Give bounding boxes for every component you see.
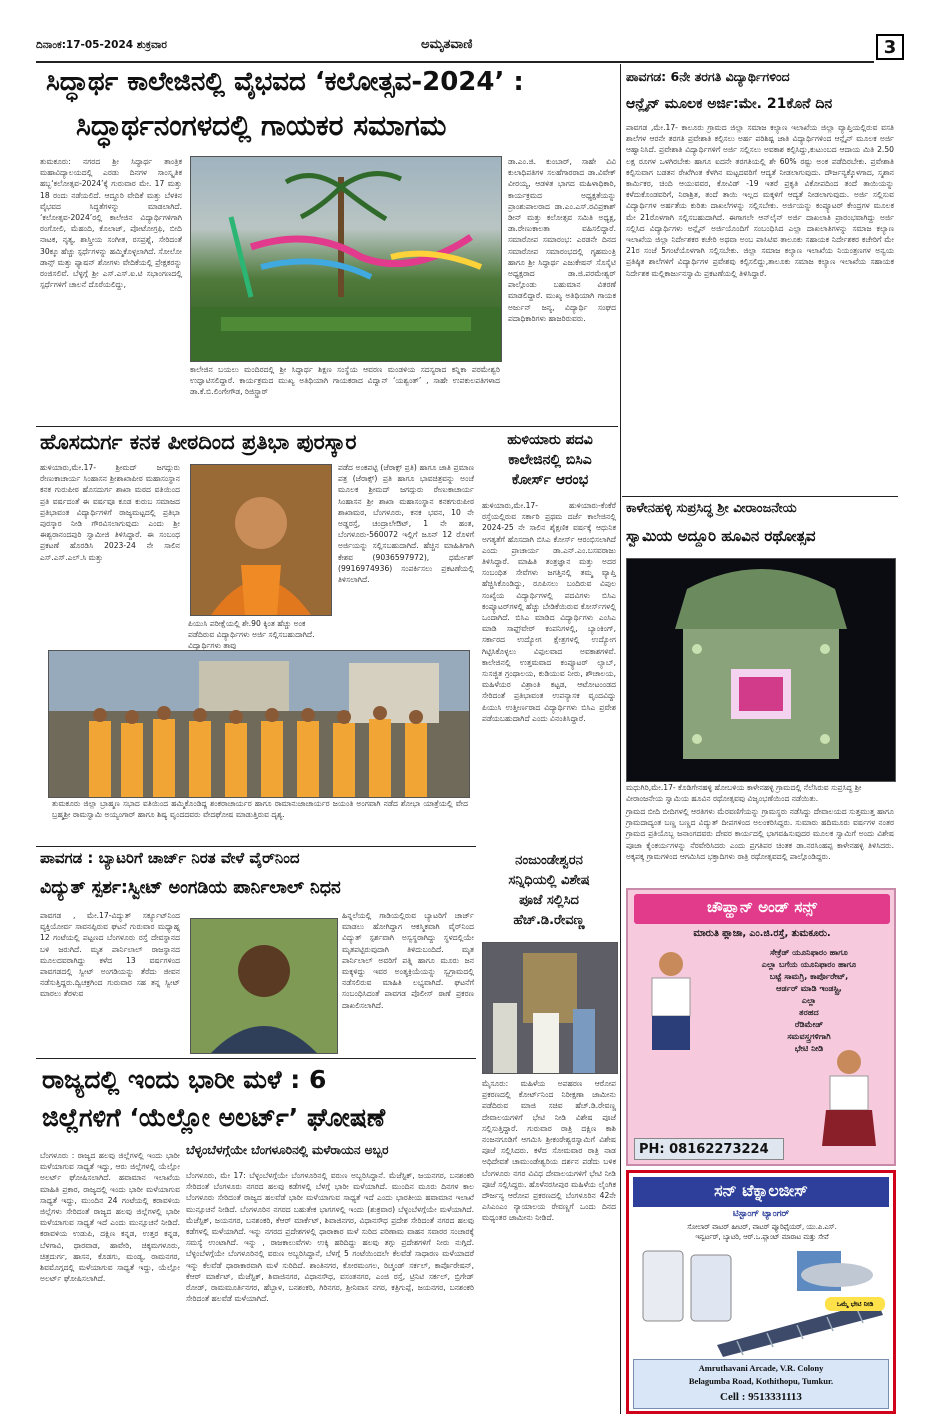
revanna-headline-3: ಪೂಜೆ ಸಲ್ಲಿಸಿದ bbox=[519, 893, 579, 908]
kalotsava-headline-1: ಸಿದ್ಧಾರ್ಥ ಕಾಲೇಜಿನಲ್ಲಿ ವೈಭವದ ‘ಕಲೋತ್ಸವ-2024’ : bbox=[46, 67, 524, 97]
ad1-line-5: ಎಲ್ಲಾ bbox=[801, 995, 817, 1005]
ad1-services bbox=[724, 946, 894, 1054]
hosadurga-headline: ಹೊಸದುರ್ಗ ಕನಕ ಪೀಠದಿಂದ ಪ್ರತಿಭಾ ಪುರಸ್ಕಾರ bbox=[40, 430, 357, 454]
ad1-line-7: ರೆಡಿಮೇಡ್ bbox=[794, 1019, 824, 1029]
uniform-girl-art bbox=[814, 1046, 884, 1156]
bca-headline-2: ಕಾಲೇಜಿನಲ್ಲಿ ಬಿಸಿಎ bbox=[508, 452, 592, 468]
rain-headline-2: ಜಿಲ್ಲೆಗಳಿಗೆ ‘ಯೆಲ್ಲೋ ಅಲರ್ಟ್’ ಘೋಷಣೆ bbox=[42, 1103, 386, 1132]
admission-kicker: ಪಾವಗಡ: 6ನೇ ತರಗತಿ ವಿದ್ಯಾರ್ಥಿಗಳಿಂದ bbox=[626, 69, 790, 84]
ad1-line-1: ಸೇಕ್ರೆಡ್ ಯೂನಿಫಾರಂ ಹಾಗೂ bbox=[770, 947, 848, 957]
hosadurga-col-1: ಹುಳಿಯಾರು,ಮೇ.17- ಶ್ರೀಮದ್ ಜಗದ್ಗುರು ರೇಣುಕಾಚಾರ್ಯ ಸಿಂಹಾಸನ ಶ್ರೀಶಾಖಾಪೀಠ ಮಹಾಸಂಸ್ಥಾನ ಕನಕ ಗುರುಪೀಠ ಹೊಸದುರ್ಗ ಶಾಖಾ ಮಠದ ವತಿಯಿಂದ ಪ್ರತಿ ವರ್ಷದಂತೆ ಈ ವರ್ಷವೂ ಕೂಡ ಕುರುಬ ಸಮಾಜದ ಪ್ರತಿಭಾವಂತ ವಿದ್ಯಾರ್ಥಿಗಳಿಗೆ ರಾಜ್ಯಮಟ್ಟದಲ್ಲಿ ಪ್ರತಿಭಾ ಪುರಸ್ಕಾರ ನೀಡಿ ಗೌರವಿಸಲಾಗುವುದು ಎಂದು ಶ್ರೀ ಈಶ್ವರಾನಂದಪುರಿ ಸ್ವಾಮೀಜಿ ತಿಳಿಸಿದ್ದಾರೆ. ಈ ಸಂಬಂಧ ಪ್ರಕಟಣೆ ಹೊರಡಿಸಿ 2023-24 ನೇ ಸಾಲಿನ ಎಸ್.ಎಸ್.ಎಲ್.ಸಿ ಮತ್ತು bbox=[40, 463, 180, 562]
masthead-rule bbox=[36, 61, 874, 63]
ad1-phone[interactable]: PH: 08162273224 bbox=[634, 1138, 784, 1160]
rathotsava-body: ಗ್ರಾಮದ ಬೀದಿ ಬೀದಿಗಳಲ್ಲಿ ಆರತಿಗಳು ಮೆರವಣಿಗೆಯನ್ನು ಗ್ರಾಮಸ್ಥರು ನಡೆಸಿದ್ದು ದೇವಾಲಯದ ಸುತ್ತಮುತ್ತ ಹಾಗೂ ಗ್ರಾಮದಾದ್ಯಂತ ಬಣ್ಣ ಬಣ್ಣದ ವಿದ್ಯುತ್ ದೀಪಗಳಿಂದ ಅಲಂಕರಿಸಿದ್ದರು. ಸುಮಾರು ಹದಿಮೂರು ವರ್ಷಗಳ ನಂತರ ಗ್ರಾಮದ ಪ್ರತಿಯೊಬ್ಬ ಜನಾಂಗದವರು ದೇವರ ಕಾರ್ಯದಲ್ಲಿ ಭಾಗವಹಿಸುವುದರ ಮೂಲಕ ಸ್ವಾಮಿಗೆ ಅಂದು ವಿಶೇಷ ಪೂಜಾ ಕೈಂಕರ್ಯಗಳನ್ನು ನೆರವೇರಿಸಿದರು ಎಂದು ಪ್ರಗತಿಪರ ಚಿಂತಕ ಡಾ.ನರಸಿಂಹಪ್ಪ ಕಾಳೇನಹಳ್ಳಿ ತಿಳಿಸಿದರು. ಅಕ್ಕಪಕ್ಕ ಗ್ರಾಮಗಳಿಂದ ಆಗಮಿಸಿದ ಭಕ್ತಾದಿಗಳು ರಾತ್ರಿ ರಥೋತ್ಸವದಲ್ಲಿ ಪಾಲ್ಗೊಂಡಿದ್ದರು. bbox=[626, 807, 894, 861]
article-rain-alert bbox=[36, 1060, 476, 1416]
ad2-phone[interactable]: Cell : 9513331113 bbox=[720, 1391, 802, 1403]
ad2-services-2: ಇನ್ವರ್ಟರ್, ಬ್ಯಾಟರಿ, ಆರ್.ಒ.ಪ್ಲಾಂಟ್ ಮಾರಾಟ ಮತ್ತು ಸೇವೆ bbox=[695, 1233, 829, 1241]
ad1-uniform-boy-image bbox=[636, 948, 706, 1058]
ad1-line-4: ಆರ್ಡರ್ ಮಾಡಿ ಇಂಡಸ್ಟ್ರಿ, bbox=[776, 983, 842, 993]
ad2-address-2: Belagumba Road, Kothithopu, Tumkur. bbox=[688, 1376, 834, 1386]
ad1-line-3: ಬಟ್ಟೆ ಸಾಮಗ್ರಿ, ಕಾರ್ಪೊರೇಟ್, bbox=[769, 971, 849, 981]
article-pavagada-electrocution bbox=[36, 848, 476, 1056]
article-kalotsava bbox=[36, 64, 618, 424]
portrait-photo-art bbox=[191, 919, 337, 1053]
ad1-line-2: ಎಲ್ಲಾ ಬಗೆಯ ಯೂನಿಫಾರಂ ಹಾಗೂ bbox=[761, 959, 857, 969]
rathotsava-headline-2: ಸ್ವಾಮಿಯ ಅದ್ದೂರಿ ಹೂವಿನ ರಥೋತ್ಸವ bbox=[626, 527, 816, 545]
kalotsava-headline-2: ಸಿದ್ಧಾರ್ಥನಂಗಳದಲ್ಲಿ ಗಾಯಕರ ಸಮಾಗಮ bbox=[76, 109, 447, 142]
revanna-headline-4: ಹೆಚ್.ಡಿ.ರೇವಣ್ಣ bbox=[513, 913, 585, 928]
ad1-shop-name: ಚೌಪ್ಹಾನ್ ಅಂಡ್ ಸನ್ಸ್ bbox=[706, 898, 818, 916]
electrocution-headline: ವಿದ್ಯುತ್ ಸ್ಪರ್ಶ:ಸ್ವೀಟ್ ಅಂಗಡಿಯ ಪಾರ್ನಿಲಾಲ್ ನಿಧನ bbox=[40, 878, 341, 898]
ad2-services-1: ಸೋಲಾರ್ ವಾಟರ್ ಹೀಟರ್, ವಾಟರ್ ಪ್ಯೂರಿಫೈಯರ್, ಯು.ಪಿ.ಎಸ್. bbox=[687, 1223, 837, 1231]
ad2-subtitle: ಟಿಸ್ಟಾಂಗ್ ಟ್ಯಾಂಗರ್ bbox=[732, 1209, 790, 1219]
hosadurga-col-2: ಪಡೆದ ಅಂಕಪಟ್ಟಿ (ಜೆರಾಕ್ಸ್ ಪ್ರತಿ) ಹಾಗೂ ಜಾತಿ ಪ್ರಮಾಣ ಪತ್ರ (ಜೆರಾಕ್ಸ್) ಪ್ರತಿ ಹಾಗೂ ಭಾವಚಿತ್ರವನ್ನು ಅಂಚೆ ಮೂಲಕ ಶ್ರೀಮದ್ ಜಗದ್ಗುರು ರೇಣುಕಾಚಾರ್ಯ ಸಿಂಹಾಸನ ಶ್ರೀ ಶಾಖಾ ಮಹಾಸಂಸ್ಥಾನ ಕನಕಗುರುಪೀಠ ಶಾಖಾಮಠ, ಬೆಂಗಳೂರು, ಕನಕ ಭವನ, 10 ನೇ ಅಡ್ಡರಸ್ತೆ, ಚಂದ್ರಾಲೇಔಟ್, 1 ನೇ ಹಂತ, ಬೆಂಗಳೂರು-560072 ಇಲ್ಲಿಗೆ ಜೂನ್ 12 ರೊಳಗೆ ಅರ್ಜಿಯನ್ನು ಸಲ್ಲಿಸಬಹುದಾಗಿದೆ. ಹೆಚ್ಚಿನ ಮಾಹಿತಿಗಾಗಿ ಕೇಶವ (9036597972), ಧರ್ಮೇಶ್ (9916974936) ಸಂಪರ್ಕಿಸಲು ಪ್ರಕಟಣೆಯಲ್ಲಿ ತಿಳಿಸಲಾಗಿದೆ. bbox=[338, 463, 474, 585]
ad1-line-8: ಸಮವಸ್ತ್ರಗಳಿಗಾಗಿ bbox=[787, 1031, 831, 1041]
ad-chauhan-sons[interactable] bbox=[626, 888, 896, 1166]
article-huliyar-bca bbox=[478, 428, 618, 846]
ad1-line-9: ಭೇಟಿ ನೀಡಿ bbox=[794, 1043, 824, 1053]
divider-2 bbox=[36, 846, 476, 847]
procession-photo-caption: ತುಮಕೂರು ಜಿಲ್ಲಾ ಬ್ರಾಹ್ಮಣ ಸಭಾದ ವತಿಯಿಂದ ಹಮ್ಮಿಕೊಂಡಿದ್ದ ಶಂಕರಾಚಾರ್ಯರ ಹಾಗೂ ರಾಮಾನುಜಾಚಾರ್ಯರ ಜಯಂತಿ ಅಂಗವಾಗಿ ನಡೆದ ಶೋಭಾ ಯಾತ್ರೆಯಲ್ಲಿ ವೇದ ಬ್ರಹ್ಮಶ್ರೀ ರಾಮಸ್ವಾಮಿ ಅಯ್ಯಂಗಾರ್ ಹಾಗೂ ಶಿಷ್ಯ ವೃಂದದವರು ವೇದಘೋಷ ಮಾಡುತ್ತಿರುವ ದೃಶ್ಯ. bbox=[52, 799, 468, 819]
article-revanna bbox=[478, 848, 618, 1414]
revanna-headline-1: ನಂಜುಂಡೇಶ್ವರನ bbox=[515, 853, 583, 868]
masthead-date: ದಿನಾಂಕ:17-05-2024 ಶುಕ್ರವಾರ bbox=[36, 39, 167, 51]
article-kalenahalli-rathotsava bbox=[622, 498, 898, 808]
revanna-body: ಮೈಸೂರು: ಮಹಿಳೆಯ ಅಪಹರಣ ಆರೋಪ ಪ್ರಕರಣದಲ್ಲಿ ಕೋರ್ಟ್‌ನಿಂದ ನಿರೀಕ್ಷಣಾ ಜಾಮೀನು ಪಡೆದಿರುವ ಮಾಜಿ ಸಚಿವ ಹೆಚ್.ಡಿ.ರೇವಣ್ಣ ದೇವಾಲಯಗಳಿಗೆ ಭೇಟಿ ನೀಡಿ ವಿಶೇಷ ಪೂಜೆ ಸಲ್ಲಿಸುತ್ತಿದ್ದಾರೆ. ಗುರುವಾರ ರಾತ್ರಿ ದಕ್ಷಿಣ ಕಾಶಿ ನಂಜನಗೂಡಿಗೆ ಆಗಮಿಸಿ ಶ್ರೀಕಂಠೇಶ್ವರಸ್ವಾಮಿಗೆ ವಿಶೇಷ ಪೂಜೆ ಸಲ್ಲಿಸಿದರು. ಕಳೆದ ಸೋಮವಾರ ರಾತ್ರಿ ನಾಡ ಅಧಿದೇವತೆ ಚಾಮುಂಡೇಶ್ವರಿಯ ದರ್ಶನ ಪಡೆದು ಬಳಿಕ ಬೆಂಗಳೂರು ನಗರ ವಿವಿಧ ದೇವಾಲಯಗಳಿಗೆ ಭೇಟಿ ನೀಡಿ ಪೂಜೆ ಸಲ್ಲಿಸಿದ್ದರು. ಹೊಳೆನರಸೀಪುರ ಮಹಿಳೆಯ ಲೈಂಗಿಕ ದೌರ್ಜನ್ಯ ಆರೋಪ ಪ್ರಕರಣದಲ್ಲಿ ಬೆಂಗಳೂರಿನ 42ನೇ ಎಸಿಎಂಎಂ ನ್ಯಾಯಾಲಯ ರೇವಣ್ಣಗೆ ಒಂದು ದಿನದ ಮಧ್ಯಂತರ ಜಾಮೀನು ನೀಡಿದೆ. bbox=[482, 1079, 616, 1223]
temple-visit-photo bbox=[482, 942, 618, 1074]
page-number: 3 bbox=[876, 34, 904, 60]
ad2-company-name: ಸನ್ ಟೆಕ್ನಾಲಜೀಸ್ bbox=[714, 1181, 808, 1200]
divider-1 bbox=[36, 426, 618, 427]
electrocution-col-2: ಹಿನ್ನಲೆಯಲ್ಲಿ ಗಾಡಿಯಲ್ಲಿರುವ ಬ್ಯಾಟರಿಗೆ ಚಾರ್ಜ್ ಮಾಡಲು ಹೋಗಿದ್ದಾಗ ಆಕಸ್ಮಿಕವಾಗಿ ವೈರ್‌ನಿಂದ ವಿದ್ಯುತ್ ಸ್ಪರ್ಶವಾಗಿ ಅಸ್ವಸ್ಥರಾಗಿದ್ದು ಸ್ಥಳದಲ್ಲಿಯೇ ಮೃತಪಟ್ಟಿರುವುದಾಗಿ ತಿಳಿದುಬಂದಿದೆ. ಮೃತ ಪಾರ್ನಿಲಾಲ್ ಅವರಿಗೆ ಪತ್ನಿ ಹಾಗೂ ಮೂರು ಜನ ಮಕ್ಕಳಿದ್ದು ಇವರ ಅಂತ್ಯಕ್ರಿಯೆಯನ್ನು ಸ್ವಗ್ರಾಮದಲ್ಲಿ ನಡೆಸಲಿರುವ ಮಾಹಿತಿ ಲಭ್ಯವಾಗಿದೆ. ಘಟನೆಗೆ ಸಂಬಂಧಿಸಿದಂತೆ ಪಾವಗಡ ಪೊಲೀಸ್ ಠಾಣೆ ಪ್ರಕರಣ ದಾಖಲಿಸಲಾಗಿದೆ. bbox=[342, 911, 474, 1010]
rain-col-2: ಬೆಂಗಳೂರು, ಮೇ 17: ಬೆಳ್ಳಂಬೆಳಗ್ಗೆಯೇ ಬೆಂಗಳೂರಿನಲ್ಲಿ ವರುಣ ಅಬ್ಬರಿಸಿದ್ದಾನೆ. ಮೆಜೆಸ್ಟಿಕ್, ಜಯನಗರ, ಬನಶಂಕರಿ ಸೇರಿದಂತೆ ಬೆಂಗಳೂರು ನಗರದ ಹಲವು ಕಡೆಗಳಲ್ಲಿ ಬೆಳಗ್ಗೆ ಭಾರೀ ಮಳೆಯಾಗಿದೆ. ಮುಂದಿನ ಮೂರು ದಿನಗಳ ಕಾಲ ಬೆಂಗಳೂರು ಸೇರಿದಂತೆ ರಾಜ್ಯದ ಹಲವೆಡೆ ಭಾರೀ ಮಳೆಯಾಗುವ ಸಾಧ್ಯತೆ ಇದೆ ಎಂದು ಭಾರತೀಯ ಹವಾಮಾನ ಇಲಾಖೆ ಮುನ್ಸೂಚನೆ ನೀಡಿದೆ. ಬೆಂಗಳೂರಿನ ನಗರದ ಬಹುತೇಕ ಭಾಗಗಳಲ್ಲಿ ಇಂದು (ಶುಕ್ರವಾರ) ಬೆಳ್ಳಂಬೆಳಗ್ಗೆಯೇ ಮಳೆಯಾಗಿದೆ. ಮೆಜೆಸ್ಟಿಕ್, ಜಯನಗರ, ಬನಶಂಕರಿ, ಕೆಆರ್ ಮಾರ್ಕೆಟ್, ಶಿವಾಜಿನಗರ, ವಿಧಾನಸೌಧ ಪ್ರದೇಶ ಸೇರಿದಂತೆ ನಗರದ ಹಲವು ಕಡೆಗಳಲ್ಲಿ ಮಳೆಯಾಗಿದೆ. ಇನ್ನು ನಗರದ ಪ್ರದೇಶಗಳಲ್ಲಿ ಧಾರಾಕಾರ ಮಳೆ ಸುರಿದ ಪರಿಣಾಮ ವಾಹನ ಸವಾರರ ಸಂಚಾರಕ್ಕೆ ಸಮಸ್ಯೆ ಉಂಟಾಗಿದೆ. ಇನ್ನು , ರಾಜಕಾಲುವೆಗಳು ಉಕ್ಕಿ ಹರಿದಿದ್ದು ಹಲವು ತಗ್ಗು ಪ್ರದೇಶಗಳಿಗೆ ನೀರು ನುಗ್ಗಿದೆ. ಬೆಳ್ಳಂಬೆಳಗ್ಗೆಯೇ ಬೆಂಗಳೂರಿನಲ್ಲಿ ವರುಣ ಅಬ್ಬರಿಸಿದ್ದಾನೆ, ಬೆಳಗ್ಗೆ 5 ಗಂಟೆಯಿಂದಲೇ ಕೆಲವೆಡೆ ಸಾಧಾರಣ ಮಳೆಯಾದರೆ ಇನ್ನು ಕೆಲವೆಡೆ ಧಾರಾಕಾರವಾಗಿ ಮಳೆ ಸುರಿದಿದೆ. ಶಾಂತಿನಗರ, ಕೋರಮಂಗಲ, ರಿಚ್ಮಂಡ್ ಸರ್ಕಲ್, ಕಾರ್ಪೊರೇಷನ್, ಕೆಆರ್ ಮಾರ್ಕೆಟ್, ಮೆಜೆಸ್ಟಿಕ್, ಶಿವಾಜಿನಗರ, ವಿಧಾನಸೌಧ, ವಸಂತನಗರ, ಎಂಜಿ ರಸ್ತೆ, ಟ್ರಿನಿಟಿ ಸರ್ಕಲ್, ಬ್ರಿಗೇಡ್ ರೋಡ್, ರಾಮಮೂರ್ತಿನಗರ, ಹೆಬ್ಬಾಳ, ಬನಶಂಕರಿ, ಗಿರಿನಗರ, ಶ್ರೀನಿವಾಸ ನಗರ, ಕತ್ರಿಗುಪ್ಪೆ, ಜಯನಗರ, ಬನಶಂಕರಿ ಸೇರಿದಂತೆ ಹಲವೆಡೆ ಮಳೆಯಾಗಿದೆ. bbox=[186, 1171, 474, 1304]
revanna-headline-2: ಸನ್ನಿಧಿಯಲ್ಲಿ ವಿಶೇಷ bbox=[508, 873, 590, 888]
procession-photo-art bbox=[49, 651, 469, 797]
masthead-paper-name: ಅಮೃತವಾಣಿ bbox=[421, 37, 473, 52]
chariot-photo-art bbox=[627, 559, 895, 781]
hosadurga-photo-caption: ಪಿಯುಸಿ ಪರೀಕ್ಷೆಯಲ್ಲಿ ಶೇ.90 ಕ್ಕಿಂತ ಹೆಚ್ಚು ಅಂಕ ಪಡೆದಿರುವ ವಿದ್ಯಾರ್ಥಿಗಳು ಅರ್ಜಿ ಸಲ್ಲಿಸಬಹುದಾಗಿದೆ. ವಿದ್ಯಾರ್ಥಿಗಳು ತಾವು bbox=[188, 619, 315, 650]
swamiji-photo-art bbox=[191, 465, 331, 615]
ad2-address-1: Amruthavani Arcade, V.R. Colony bbox=[698, 1363, 824, 1373]
rain-col-1: ಬೆಂಗಳೂರು : ರಾಜ್ಯದ ಹಲವು ಜಿಲ್ಲೆಗಳಲ್ಲಿ ಇಂದು ಭಾರೀ ಮಳೆಯಾಗುವ ಸಾಧ್ಯತೆ ಇದ್ದು, ಆರು ಜಿಲ್ಲೆಗಳಲ್ಲಿ ಯೆಲ್ಲೋ ಅಲರ್ಟ್ ಘೋಷಿಸಲಾಗಿದೆ. ಹವಾಮಾನ ಇಲಾಖೆಯ ಮಾಹಿತಿ ಪ್ರಕಾರ, ರಾಜ್ಯದಲ್ಲಿ ಇಂದು ಭಾರೀ ಮಳೆಯಾಗುವ ಸಾಧ್ಯತೆ ಇದ್ದು, ಮುಂದಿನ 24 ಗಂಟೆಯಲ್ಲಿ ಕರಾವಳಿಯ ಜಿಲ್ಲೆಗಳು ಸೇರಿದಂತೆ ರಾಜ್ಯದ ಹಲವು ಜಿಲ್ಲೆಗಳಲ್ಲಿ ಭಾರೀ ಮಳೆಯಾಗುವ ಸಾಧ್ಯತೆ ಇದೆ ಎಂದು ಮುನ್ಸೂಚನೆ ನೀಡಿದೆ. ಕರಾವಳಿಯ ಉಡುಪಿ, ದಕ್ಷಿಣ ಕನ್ನಡ, ಉತ್ತರ ಕನ್ನಡ, ಬೆಳಗಾವಿ, ಧಾರವಾಡ, ಹಾವೇರಿ, ಚಿಕ್ಕಮಗಳೂರು, ಚಿತ್ರದುರ್ಗ, ಹಾಸನ, ಕೊಡಗು, ಮಂಡ್ಯ, ರಾಮನಗರ, ಶಿವಮೊಗ್ಗದಲ್ಲಿ ಮಳೆಯಾಗುವ ಸಾಧ್ಯತೆ ಇದ್ದು, ಯೆಲ್ಲೋ ಅಲರ್ಟ್ ಘೋಷಿಸಲಾಗಿದೆ. bbox=[40, 1151, 180, 1284]
ad-sun-technologies[interactable] bbox=[626, 1170, 896, 1414]
temple-photo-art bbox=[483, 943, 617, 1073]
ad1-uniform-girl-image bbox=[814, 1046, 884, 1156]
flower-chariot-photo bbox=[626, 558, 896, 782]
rathotsava-headline-1: ಕಾಳೇನಹಳ್ಳಿ ಸುಪ್ರಸಿದ್ಧ ಶ್ರೀ ವೀರಾಂಜನೇಯ bbox=[626, 501, 797, 516]
ad1-address: ಮಾರುತಿ ಪ್ಲಾಜಾ, ಎಂ.ಜಿ.ರಸ್ತೆ, ತುಮಕೂರು. bbox=[693, 928, 831, 939]
electrocution-col-1: ಪಾವಗಡ , ಮೇ.17-ವಿದ್ಯುತ್ ಸರ್ಕ್ಯೂಟ್‌ನಿಂದ ವ್ಯಕ್ತಿಯೋರ್ವ ಸಾವನಪ್ಪಿರುವ ಘಟನೆ ಗುರುವಾರ ಮಧ್ಯಾಹ್ನ 12 ಗಂಟೆಯಲ್ಲಿ ಪಟ್ಟಣದ ಬೆಂಗಳೂರು ರಸ್ತೆ ದೇವಸ್ಥಾನದ ಬಳಿ ಜರುಗಿದೆ. ಮೃತ ಪಾರ್ನಿಲಾಲ್ ರಾಜಸ್ಥಾನದ ಮೂಲದವರಾಗಿದ್ದು ಕಳೆದ 13 ವರ್ಷಗಳಿಂದ ಪಾವಗಡದಲ್ಲಿ ಸ್ವೀಟ್ ಅಂಗಡಿಯನ್ನು ತೆರೆದು ಜೀವನ ನಡೆಸುತ್ತಿದ್ದರು.ದ್ವಿಚಕ್ರಗಿಂದ ಗುರುವಾರ ಸಹ ತನ್ನ ಸ್ವೀಟ್ ಮಾರಲು ತೆರಳುವ bbox=[40, 911, 180, 999]
right-column-border bbox=[620, 64, 621, 1414]
bca-headline-3: ಕೋರ್ಸ್ ಆರಂಭ bbox=[511, 472, 589, 488]
swamiji-portrait bbox=[190, 464, 332, 616]
rain-subheadline: ಬೆಳ್ಳಂಬೆಳಗ್ಗೆಯೇ ಬೆಂಗಳೂರಿನಲ್ಲಿ ಮಳೆರಾಯನ ಅಬ್ಬರ bbox=[186, 1143, 389, 1157]
admission-headline: ಆನ್ಲೈನ್ ಮೂಲಕ ಅರ್ಜಿ:ಮೇ. 21ಕೊನೆ ದಿನ bbox=[626, 96, 833, 112]
rain-headline-1: ರಾಜ್ಯದಲ್ಲಿ ಇಂದು ಭಾರೀ ಮಳೆ : 6 bbox=[42, 1065, 327, 1094]
rathotsava-photo-caption: ಮಧುಗಿರಿ,ಮೇ.17- ಕೊಡಿಗೇನಹಳ್ಳಿ ಹೋಬಳಿಯ ಕಾಳೇನಹಳ್ಳಿ ಗ್ರಾಮದಲ್ಲಿ ನೆಲೆಸಿರುವ ಸುಪ್ರಸಿದ್ಧ ಶ್ರೀ ವೀರಾಂಜನೇಯ ಸ್ವಾಮಿಯ ಹೂವಿನ ರಥೋತ್ಸವವು ವಿಜೃಂಭಣೆಯಿಂದ ನಡೆಯಿತು. bbox=[626, 783, 862, 803]
uniform-boy-art bbox=[636, 948, 706, 1058]
article-pavagada-admission bbox=[622, 64, 898, 494]
kalotsava-photo-caption: ಕಾಲೇಜಿನ ಬಯಲು ಮಂದಿರದಲ್ಲಿ ಶ್ರೀ ಸಿದ್ಧಾರ್ಥ ಶಿಕ್ಷಣ ಸಂಸ್ಥೆಯ ಆವರಣ ಮಂಡಳಿಯ ಸದಸ್ಯರಾದ ಕನ್ನಿಕಾ ಪರಮೇಶ್ವರಿ ಉದ್ಘಾಟಿಸಲಿದ್ದಾರೆ. ಕಾರ್ಯಕ್ರಮದ ಮುಖ್ಯ ಅತಿಥಿಯಾಗಿ ಗಾಯಕರಾದ ವಿದ್ವಾನ್ ‘ಯಶ್ವಂತ್’ , ಸಾಹೇ ಉಪಕುಲಪತಿಗಳಾದ ಡಾ.ಕೆ.ಬಿ.ಲಿಂಗೇಗೌಡ, ರಿಜಿಸ್ಟ್ರಾರ್ bbox=[190, 365, 500, 396]
priests-procession-photo bbox=[48, 650, 470, 798]
divider-4 bbox=[622, 496, 898, 497]
divider-3 bbox=[36, 1058, 476, 1059]
bca-body: ಹುಳಿಯಾರು,ಮೇ.17- ಹುಳಿಯಾರು-ಕೆಂಕೆರೆ ರಸ್ತೆಯಲ್ಲಿರುವ ಸರ್ಕಾರಿ ಪ್ರಥಮ ದರ್ಜೆ ಕಾಲೇಜಿನಲ್ಲಿ 2024-25 ನೇ ಸಾಲಿನ ಶೈಕ್ಷಣಿಕ ವರ್ಷಕ್ಕೆ ಆಧುನಿಕ ಅಗತ್ಯತೆಗೆ ಹೊಸದಾಗಿ ಬಿಸಿಎ ಕೋರ್ಸ್ ಆರಂಭಿಸಲಾಗಿದೆ ಎಂದು ಪ್ರಾಚಾರ್ಯ ಡಾ.ಎನ್.ಎಂ.ಬಸವರಾಜು ತಿಳಿಸಿದ್ದಾರೆ. ಮಾಹಿತಿ ತಂತ್ರಜ್ಞಾನ ಮತ್ತು ಅದರ ಸಂಬಂಧಿತ ಸೇವೆಗಳು ಜಗತ್ತಿನಲ್ಲಿ ತಮ್ಮ ವ್ಯಾಪ್ತಿ ಹೆಚ್ಚಿಸಿಕೊಂಡಿದ್ದು, ರೂಪಿಸಲು ಬಂದಿರುವ ವಿಪುಲ ಸಂಖ್ಯೆಯ ವಿದ್ಯಾರ್ಥಿಗಳಲ್ಲಿ ಪದವಿಗಳು ಬಿಸಿಎ ಕಂಪ್ಯೂಟರ್‌ಗಳಲ್ಲಿ ಹೆಚ್ಚು ಬೇಡಿಕೆಯಿರುವ ಕೋರ್ಸ್‌ಗಳಲ್ಲಿ ಒಂದಾಗಿದೆ. ಬಿಸಿಎ ಮಾಡಿದ ವಿದ್ಯಾರ್ಥಿಗಳು ಎಂಸಿಎ ಮಾಡಿ ಸಾಫ್ಟ್‌ವೇರ್ ಕಂಪನಿಗಳಲ್ಲಿ, ಬ್ಯಾಂಕಿಂಗ್, ಸರ್ಕಾರದ ಉದ್ಯೋಗ ಕ್ಷೇತ್ರಗಳಲ್ಲಿ ಉದ್ಯೋಗ ಗಿಟ್ಟಿಸಿಕೊಳ್ಳಲು ವಿಫುಲವಾದ ಅವಕಾಶಗಳಿವೆ. ಕಾಲೇಜಿನಲ್ಲಿ ಉತ್ತಮವಾದ ಕಂಪ್ಯೂಟರ್ ಲ್ಯಾಬ್, ಸುಸಜ್ಜಿತ ಗ್ರಂಥಾಲಯ, ಕುಡಿಯುವ ನೀರು, ಶೌಚಾಲಯ, ಮಹಿಳೆಯರ ವಿಶ್ರಾಂತಿ ಕಟ್ಟಡ, ಆಟೋಟಂಂಡದ ಸೇರಿದಂತೆ ಪ್ರತಿಭಾವಂತ ಉಪನ್ಯಾಸಕ ವೃಂದವಿದ್ದು ಪಿಯುಸಿ ಉತ್ತೀರ್ಣರಾದ ವಿದ್ಯಾರ್ಥಿಗಳು ಬಿಸಿಎ ಪ್ರವೇಶ ಪಡೆಯಬಹುದಾಗಿದೆ ಎಂದು ವಿನಂತಿಸಿದ್ದಾರೆ. bbox=[482, 501, 616, 723]
masthead bbox=[36, 36, 904, 60]
ad1-line-6: ತರಹದ bbox=[799, 1007, 819, 1017]
admission-body: ಪಾವಗಡ ,ಮೇ.17- ಕಾಲೂರು ಗ್ರಾಮದ ಜಿಲ್ಲಾ ಸಮಾಜ ಕಲ್ಯಾಣ ಇಲಾಖೆಯ ಜಿಲ್ಲಾ ವ್ಯಾಪ್ತಿಯಲ್ಲಿರುವ ವಸತಿ ಶಾಲೆಗಳ ಆರನೇ ತರಗತಿ ಪ್ರವೇಶಾತಿ ಕಲ್ಪಿಸಲು ಅರ್ಹ ಪರಿಶಿಷ್ಟ ಜಾತಿ ವಿದ್ಯಾರ್ಥಿಗಳಿಂದ ಆನ್ಲೈನ್ ಮೂಲಕ ಅರ್ಜಿ ಆಹ್ವಾನಿಸಿದೆ. ಪ್ರವೇಶಾತಿ ವಿದ್ಯಾರ್ಥಿಗಳಿಗೆ ಅರ್ಜಿ ಸಲ್ಲಿಸಲು ಅವಕಾಶ ಕಲ್ಪಿಸಿದ್ದು,ಕುಟುಂಬದ ಆದಾಯ ಮಿತಿ 2.50 ಲಕ್ಷ ರೂಗಳ ಒಳಗಿರಬೇಕು ಹಾಗೂ ಐದನೇ ತರಗತಿಯಲ್ಲಿ ಶೇ 60% ರಷ್ಟು ಅಂಕ ಪಡೆದಿರಬೇಕು. ಪ್ರವೇಶಾತಿ ಕಲ್ಪಿಸುವಾಗ ಬಡತನ ರೇಖೆಗಿಂತ ಕೆಳಗಿನ ಮಟ್ಟದವರಿಗೆ ಆದ್ಯತೆ ನೀಡಲಾಗುವುದು. ದೌರ್ಜನ್ಯಕ್ಕೊಳಗಾದ, ಸ್ಮಶಾನ ಕಾರ್ಮಿಕರ, ಚಿಂದಿ ಆಯುವವರ, ಕೋವಿಡ್ -19 ಇತರೆ ಪ್ರಕೃತಿ ವಿಕೋಪದಿಂದ ತಂದೆ ತಾಯಿಯನ್ನು ಕಳೆದುಕೊಂಡವರಿಗೆ, ನಿರಾಶ್ರಿತ, ತಂದೆ ತಾಯಿ ಇಲ್ಲದ ಮಕ್ಕಳಿಗೆ ಆದ್ಯತೆ ನೀಡಲಾಗುವುದು. ಅರ್ಜಿ ಸಲ್ಲಿಸುವ ವಿದ್ಯಾರ್ಥಿಗಳ ಅರ್ಹತೆಯ ಕುರಿತು ದಾಖಲೆಗಳನ್ನು ಸಲ್ಲಿಸಬೇಕು. ಅರ್ಜಿಯನ್ನು ಕಂಪ್ಯೂಟರ್ ಕೇಂದ್ರಗಳ ಮೂಲಕ ಮೇ 21ರೊಳಗಾಗಿ ಸಲ್ಲಿಸಬಹುದಾಗಿದೆ. ಈಗಾಗಲೇ ಆನ್‌ಲೈನ್ ಅರ್ಜಿ ದಾಖಲಾತಿ ಪ್ರಾರಂಭವಾಗಿದ್ದು ಅರ್ಜಿ ಸಲ್ಲಿಸಿದ ವಿದ್ಯಾರ್ಥಿಗಳು ಅನ್ಲೈನ್ ಅರ್ಜಿಯೊಂದಿಗೆ ಸಂಬಂಧಿಸಿದ ಎಲ್ಲಾ ದಾಖಲಾತಿಗಳನ್ನು ಸಮಾಜ ಕಲ್ಯಾಣ ಇಲಾಖೆಯ ಜಿಲ್ಲಾ ನಿರ್ದೇಶಕರ ಕಚೇರಿ ಅಥವಾ ಅಂಬ ಪಾಸಿಟಿವ ತಾಲೂಕು ಸಹಾಯಕ ನಿರ್ದೇಶಕರ ಕಚೇರಿಗೆ ಮೇ 21ರ ಸಂಜೆ 5ಗಂಟೆಯೊಳಗಾಗಿ ಸಲ್ಲಿಸಬೇಕು. ಜಿಲ್ಲಾ ಸಮಾಜ ಕಲ್ಯಾಣ ಇಲಾಖೆಯ ನಿಯಂತ್ರಣಗಳ ಅನ್ವಯ ಪ್ರತಿಷ್ಠಿತ ಶಾಲೆಗಳಿಗೆ ವಿದ್ಯಾರ್ಥಿಗಳ ಪ್ರವೇಶವು ಕಲ್ಪಿಸಲಿದ್ದು,ತಾಲೂಕು ಸಮಾಜ ಕಲ್ಯಾಣ ಇಲಾಖೆಯ ಸಹಾಯಕ ನಿರ್ದೇಶಕ ಮಲ್ಲಿಕಾರ್ಜುನಸ್ವಾಮಿ ಪ್ರಕಟಣೆಯಲ್ಲಿ ತಿಳಿಸಿದ್ದಾರೆ. bbox=[626, 123, 894, 278]
ad2-visit-badge: ಒಮ್ಮೆ ಭೇಟಿ ನೀಡಿ bbox=[825, 1297, 885, 1311]
bca-headline-1: ಹುಳಿಯಾರು ಪದವಿ bbox=[507, 432, 593, 448]
deceased-portrait bbox=[190, 918, 338, 1054]
article-hosadurga bbox=[36, 428, 476, 650]
electrocution-kicker: ಪಾವಗಡ : ಬ್ಯಾಟರಿಗೆ ಚಾರ್ಜ್ ನಿರತ ವೇಳೆ ವೈರ್‌ನಿಂದ bbox=[40, 849, 300, 867]
kalotsava-col-2: ಡಾ.ಎಂ.ಜಿ. ಕುಂಬಾರ್, ಸಾಹೇ ವಿವಿ ಕುಲಾಧಿಪತಿಗಳ ಸಲಹೆಗಾರರಾದ ಡಾ.ವಿವೇಕ್ ವೀರಯ್ಯ, ಆಡಳಿತ ಭಾಗದ ಮಹಿಳಾಧಿಕಾರಿ, ಕಾರ್ಯಕ್ರಮದ ಅಧ್ಯಕ್ಷತೆಯನ್ನು ಪ್ರಾಂಶುಪಾಲರಾದ ಡಾ.ಎಂ.ಎಸ್.ರವಿಪ್ರಕಾಶ್ ಡೀನ್ ಮತ್ತು ಕಲೋತ್ಸವ ಸಮಿತಿ ಅಧ್ಯಕ್ಷ, ಡಾ.ರೇಣುಕಾಲತಾ ವಹಿಸಲಿದ್ದಾರೆ. ಸಮಾರೋಪ ಸಮಾರಂಭ: ಎರಡನೇ ದಿನದ ಸಮಾರೋಪ ಸಮಾರಂಭದಲ್ಲಿ ಗೃಹಮಂತ್ರಿ ಹಾಗೂ ಶ್ರೀ ಸಿದ್ಧಾರ್ಥ ಎಜುಕೇಷನ್ ಸೊಸೈಟಿ ಅಧ್ಯಕ್ಷರಾದ ಡಾ.ಜಿ.ಪರಮೇಶ್ವರ್ ಪಾಲ್ಗೊಂಡು ಬಹುಮಾನ ವಿತರಣೆ ಮಾಡಲಿದ್ದಾರೆ. ಮುಖ್ಯ ಅತಿಥಿಯಾಗಿ ಗಾಯಕ ಅರ್ಜುನ್ ಜನ್ಯ, ವಿದ್ಯಾರ್ಥಿ ಸಂಘದ ಪದಾಧಿಕಾರಿಗಳು ಹಾಜರಿರುವರು. bbox=[508, 157, 616, 323]
kalotsava-col-1: ತುಮಕೂರು: ನಗರದ ಶ್ರೀ ಸಿದ್ಧಾರ್ಥ ತಾಂತ್ರಿಕ ಮಹಾವಿದ್ಯಾಲಯದಲ್ಲಿ ಎರಡು ದಿನಗಳ ಸಾಂಸ್ಕೃತಿಕ ಹಬ್ಬ‘ಕಲೋತ್ಸವ-2024’ಕ್ಕೆ ಗುರುವಾರ ಮೇ. 17 ಮತ್ತು 18 ರಂದು ನಡೆಯಲಿದೆ. ಆದ್ದೂರಿ ವೇದಿಕೆ ಮತ್ತು ಬೆಳಕಿನ ವೈಭವದ ಸಿದ್ಧತೆಗಳನ್ನು ಮಾಡಲಾಗಿದೆ. ‘ಕಲೋತ್ಸವ-2024’ರಲ್ಲಿ ಕಾಲೇಜಿನ ವಿದ್ಯಾರ್ಥಿಗಳಿಗಾಗಿ ರಂಗೋಲಿ, ಮೆಹಂದಿ, ಕೊಲಾಜ್, ಪೋಟೋಗ್ರಫಿ, ಬೀದಿ ನಾಟಕ, ನೃತ್ಯ, ಶಾಸ್ತ್ರೀಯ ಸಂಗೀತ, ರಸಪ್ರಶ್ನೆ, ಸೇರಿದಂತೆ 30ಕ್ಕೂ ಹೆಚ್ಚು ಸ್ಪರ್ಧೆಗಳನ್ನು ಹಮ್ಮಿಕೊಳ್ಳಲಾಗಿದೆ. ಸೋಲೋ ಡಾನ್ಸ್ ಮತ್ತು ಫ್ಯಾಷನ್ ಶೋಗಳು ವೇದಿಕೆಯಲ್ಲಿ ಪ್ರೇಕ್ಷಕರನ್ನು ರಂಜಿಸಲಿವೆ. ಬೆಳ್ಳಗ್ಗೆ ಶ್ರೀ ಎಸ್.ಎಸ್.ಐ.ಟಿ ಸಭಾಂಗಣದಲ್ಲಿ ಸ್ಪರ್ಧೆಗಳಿಗೆ ಚಾಲನೆ ದೊರೆಯಲಿದ್ದು, bbox=[40, 157, 182, 290]
kalotsava-stage-photo bbox=[190, 156, 502, 362]
kalotsava-photo-art bbox=[191, 157, 501, 361]
